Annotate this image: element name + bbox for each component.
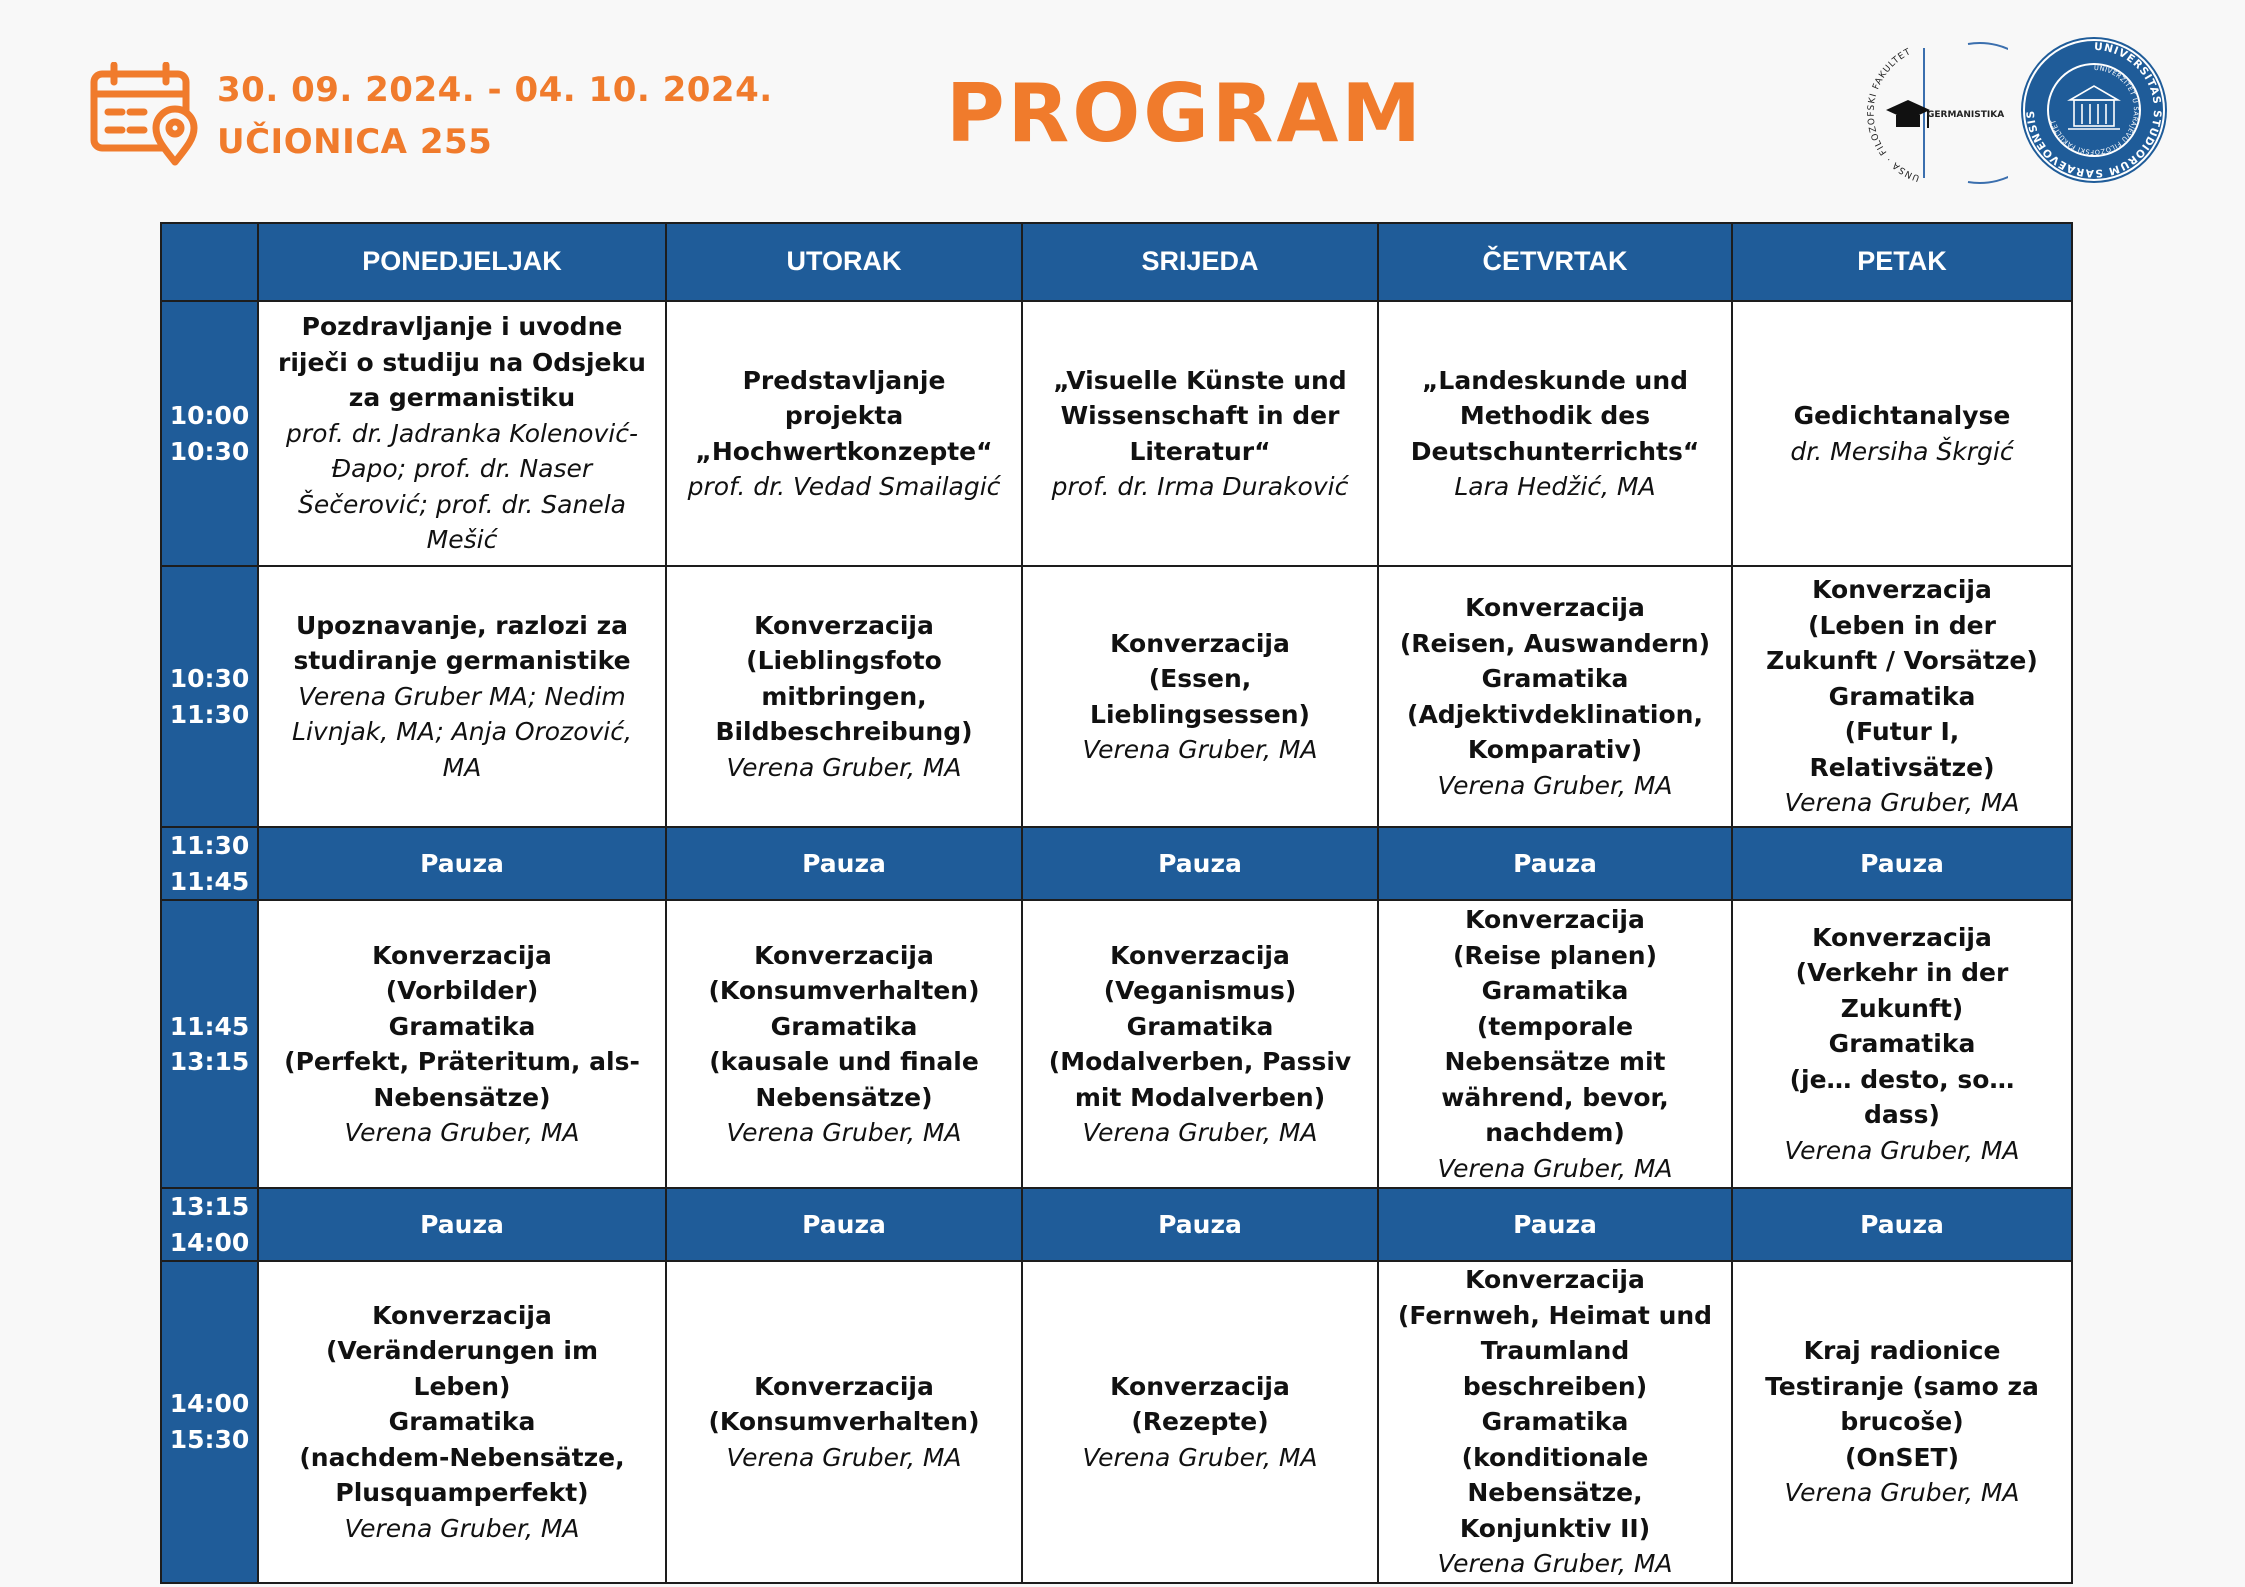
session-row: [161, 566, 2072, 827]
pause-cell: Pauza: [1732, 827, 2072, 900]
session-text: (Fernweh, Heimat und Traumland beschreiben): [1397, 1300, 1713, 1401]
session-text: (Reise planen): [1452, 940, 1658, 970]
session-text: (Reisen, Auswandern): [1399, 628, 1711, 658]
session-row: [161, 900, 2072, 1188]
session-lecturer: Verena Gruber, MA: [726, 1442, 962, 1472]
session-text: Gramatika: [770, 1011, 918, 1041]
session-text: „Landeskunde und Methodik des Deutschunterrichts“: [1410, 365, 1700, 466]
session-text: (Perfekt, Präteritum, als-Nebensätze): [284, 1047, 640, 1112]
time-end: 11:45: [169, 866, 250, 896]
session-text: (Verkehr in der Zukunft): [1795, 958, 2009, 1023]
session-cell: [1732, 301, 2072, 566]
time-slot: [161, 900, 258, 1188]
pause-cell: Pauza: [666, 827, 1022, 900]
session-text: (OnSET): [1844, 1442, 1960, 1472]
session-lecturer: Verena Gruber, MA: [344, 1118, 580, 1147]
germanistika-logo-ring-text: UNSA · FILOZOFSKI FAKULTET: [1866, 46, 1922, 183]
time-slot: [161, 566, 258, 827]
university-seal-inner-text: UNIVERZITET U SARAJEVU FILOZOFSKI FAKULTET: [2049, 63, 2140, 157]
session-text: Upoznavanje, razlozi za studiranje germanistike: [293, 610, 631, 676]
session-text: (Veganismus): [1103, 976, 1297, 1005]
page-header: [0, 0, 2245, 200]
pause-cell: Pauza: [1378, 1188, 1732, 1261]
time-start: 14:00: [169, 1389, 250, 1419]
session-text: Konverzacija: [754, 610, 934, 640]
session-text: (Rezepte): [1131, 1407, 1269, 1436]
session-text: Gramatika: [1481, 664, 1629, 693]
session-cell: [258, 566, 666, 827]
session-text: Konverzacija: [1110, 940, 1290, 970]
session-text: (Veränderungen im Leben): [325, 1336, 599, 1401]
session-cell: [258, 1261, 666, 1583]
time-slot: [161, 1261, 258, 1583]
session-lecturer: Verena Gruber, MA: [1082, 735, 1318, 764]
session-text: Gedichtanalyse: [1793, 401, 2011, 430]
germanistika-logo-label: GERMANISTIKA: [1927, 110, 2005, 120]
session-text: (Adjektivdeklination, Komparativ): [1407, 699, 1703, 764]
schedule-table-container: [160, 222, 2071, 1578]
session-text: Gramatika: [1828, 1029, 1976, 1059]
session-text: Kraj radionice: [1803, 1336, 2001, 1365]
day-header: SRIJEDA: [1022, 223, 1378, 301]
time-start: 11:45: [169, 1011, 250, 1041]
session-lecturer: Verena Gruber, MA: [1784, 1135, 2020, 1165]
session-lecturer: Verena Gruber, MA: [726, 752, 962, 782]
session-text: (Lieblingsfoto mitbringen, Bildbeschreibung): [715, 646, 973, 747]
session-cell: [666, 566, 1022, 827]
session-lecturer: Verena Gruber, MA: [1437, 1153, 1673, 1183]
date-range: 30. 09. 2024. - 04. 10. 2024.: [217, 70, 773, 110]
pause-cell: Pauza: [666, 1188, 1022, 1261]
session-text: Testiranje (samo za brucoše): [1765, 1371, 2039, 1436]
session-cell: [1378, 566, 1732, 827]
session-text: (Konsumverhalten): [708, 976, 980, 1005]
session-text: Konverzacija: [372, 1300, 552, 1330]
time-end: 13:15: [169, 1047, 250, 1076]
university-seal-ring-text: UNIVERSITAS STUDIORUM SARAEVOENSIS: [2024, 40, 2164, 180]
session-text: Konverzacija: [372, 940, 552, 970]
schedule-table: [160, 222, 2073, 1584]
event-dates: [217, 64, 773, 168]
pause-cell: Pauza: [1378, 827, 1732, 900]
session-text: (Essen, Lieblingsessen): [1090, 664, 1310, 729]
session-text: Gramatika: [388, 1407, 536, 1436]
session-cell: [1732, 1261, 2072, 1583]
pause-cell: Pauza: [258, 1188, 666, 1261]
session-text: (Modalverben, Passiv mit Modalverben): [1048, 1047, 1352, 1112]
day-header-row: [161, 223, 2072, 301]
day-header: UTORAK: [666, 223, 1022, 301]
session-cell: [666, 301, 1022, 566]
time-end: 10:30: [169, 436, 250, 466]
session-cell: [1378, 1261, 1732, 1583]
time-slot: [161, 827, 258, 900]
page-title: PROGRAM: [946, 67, 1425, 160]
pause-row: [161, 827, 2072, 900]
session-cell: [1378, 900, 1732, 1188]
session-text: (Vorbilder): [385, 976, 539, 1005]
calendar-location-icon: [90, 62, 202, 166]
session-text: Konverzacija: [1465, 905, 1645, 934]
session-text: „Visuelle Künste und Wissenschaft in der Literatur“: [1053, 365, 1347, 466]
time-start: 10:30: [169, 664, 250, 693]
session-lecturer: prof. dr. Jadranka Kolenović-Đapo; prof. dr. Naser Šečerović; prof. dr. Sanela Mešić: [286, 418, 638, 555]
time-slot: [161, 1188, 258, 1261]
pause-cell: Pauza: [258, 827, 666, 900]
session-cell: [1022, 301, 1378, 566]
session-text: (konditionale Nebensätze, Konjunktiv II): [1459, 1442, 1651, 1543]
session-text: (temporale Nebensätze mit während, bevor, nachdem): [1441, 1011, 1669, 1147]
session-lecturer: Lara Hedžić, MA: [1454, 472, 1656, 501]
session-lecturer: prof. dr. Irma Duraković: [1051, 472, 1349, 501]
session-text: (kausale und finale Nebensätze): [709, 1047, 979, 1112]
session-row: [161, 1261, 2072, 1583]
session-cell: [1022, 566, 1378, 827]
day-header: PONEDJELJAK: [258, 223, 666, 301]
session-cell: [1732, 900, 2072, 1188]
room-label: UČIONICA 255: [217, 122, 493, 162]
session-text: Gramatika: [388, 1011, 536, 1041]
time-end: 11:30: [169, 699, 250, 729]
time-start: 13:15: [169, 1192, 250, 1221]
pause-row: [161, 1188, 2072, 1261]
session-lecturer: dr. Mersiha Škrgić: [1790, 436, 2014, 466]
session-lecturer: prof. dr. Vedad Smailagić: [687, 472, 1001, 501]
time-end: 14:00: [169, 1227, 250, 1257]
pause-cell: Pauza: [1022, 827, 1378, 900]
session-lecturer: Verena Gruber, MA: [726, 1118, 962, 1147]
session-cell: [1378, 301, 1732, 566]
session-cell: [1022, 900, 1378, 1188]
session-text: Pozdravljanje i uvodne riječi o studiju na Odsjeku za germanistiku: [278, 312, 646, 413]
session-text: Konverzacija: [1812, 922, 1992, 952]
pause-cell: Pauza: [1022, 1188, 1378, 1261]
session-text: (Futur I, Relativsätze): [1809, 717, 1995, 782]
session-text: Gramatika: [1481, 1407, 1629, 1436]
time-end: 15:30: [169, 1424, 250, 1454]
time-slot: [161, 301, 258, 566]
session-lecturer: Verena Gruber, MA: [1437, 770, 1673, 800]
session-lecturer: Verena Gruber, MA: [1082, 1442, 1318, 1472]
session-lecturer: Verena Gruber, MA: [1437, 1549, 1673, 1578]
session-lecturer: Verena Gruber, MA: [1082, 1118, 1318, 1147]
session-cell: [258, 301, 666, 566]
session-cell: [666, 900, 1022, 1188]
day-header: ČETVRTAK: [1378, 223, 1732, 301]
session-row: [161, 301, 2072, 566]
session-text: Gramatika: [1126, 1011, 1274, 1041]
time-column-header: [161, 223, 258, 301]
session-text: Konverzacija: [1812, 575, 1992, 605]
session-text: Konverzacija: [1465, 593, 1645, 622]
session-cell: [666, 1261, 1022, 1583]
pause-cell: Pauza: [1732, 1188, 2072, 1261]
germanistika-logo: [1858, 38, 2008, 188]
session-text: Gramatika: [1828, 681, 1976, 711]
session-cell: [1022, 1261, 1378, 1583]
day-header: PETAK: [1732, 223, 2072, 301]
time-start: 11:30: [169, 831, 250, 860]
session-text: Gramatika: [1481, 976, 1629, 1005]
session-text: Konverzacija: [1465, 1265, 1645, 1294]
session-text: (Leben in der Zukunft / Vorsätze): [1766, 610, 2038, 676]
session-text: (nachdem-Nebensätze, Plusquamperfekt): [299, 1442, 625, 1507]
session-text: Konverzacija: [754, 1371, 934, 1401]
session-lecturer: Verena Gruber, MA: [344, 1513, 580, 1543]
session-cell: [1732, 566, 2072, 827]
session-text: Konverzacija: [1110, 1371, 1290, 1401]
session-text: (Konsumverhalten): [708, 1407, 980, 1436]
session-text: Predstavljanje projekta „Hochwertkonzepte“: [695, 365, 993, 466]
session-cell: [258, 900, 666, 1188]
university-seal-logo: [2018, 34, 2170, 186]
session-lecturer: Verena Gruber, MA: [1784, 788, 2020, 818]
session-text: Konverzacija: [754, 940, 934, 970]
time-start: 10:00: [169, 401, 250, 430]
session-text: Konverzacija: [1110, 628, 1290, 658]
session-lecturer: Verena Gruber MA; Nedim Livnjak, MA; Anja Orozović, MA: [292, 681, 632, 782]
session-text: (je… desto, so… dass): [1789, 1064, 2015, 1130]
session-lecturer: Verena Gruber, MA: [1784, 1478, 2020, 1507]
